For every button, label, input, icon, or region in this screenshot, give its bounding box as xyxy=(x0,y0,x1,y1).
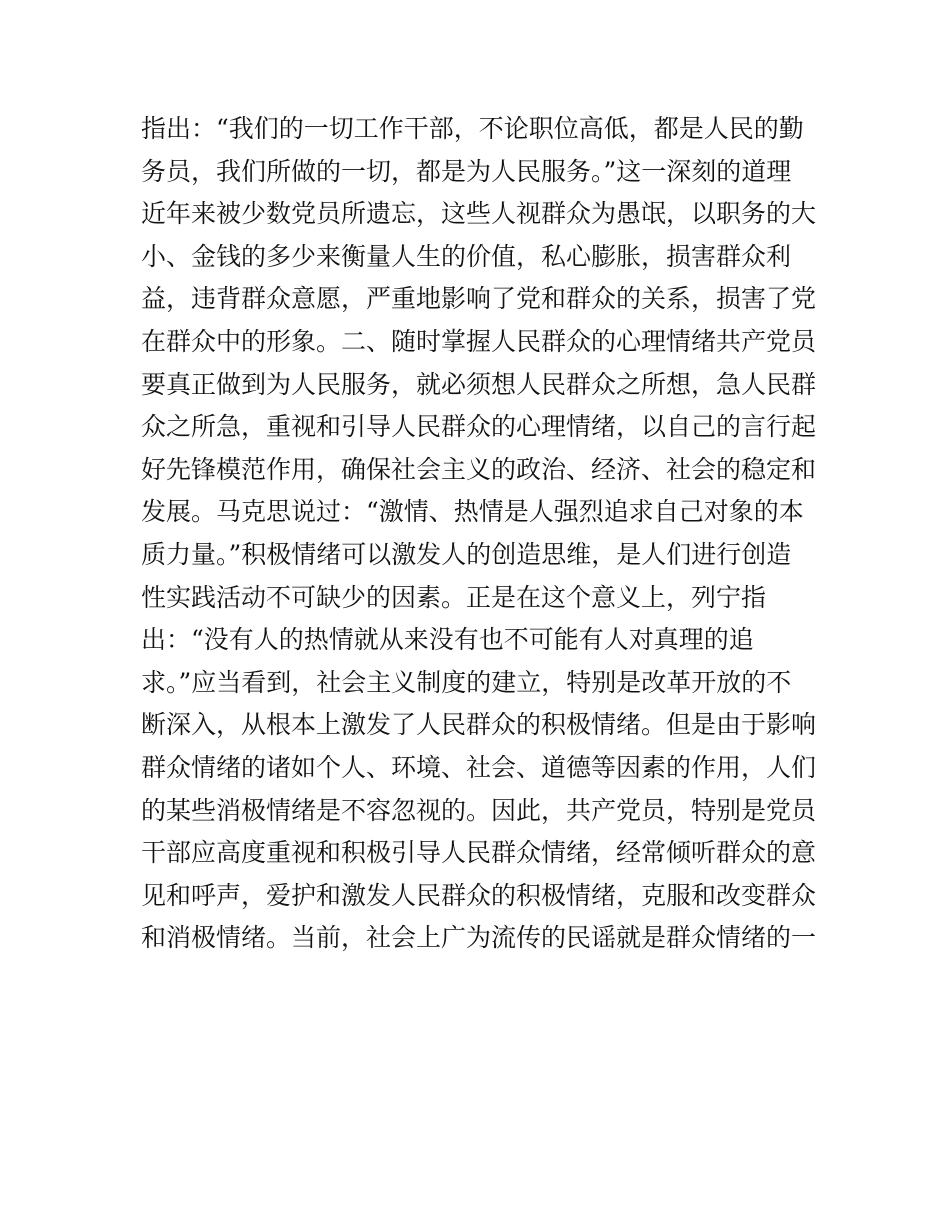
text-line: 务员，我们所做的一切，都是为人民服务。”这一深刻的道理 xyxy=(141,156,792,186)
text-line: 指出：“我们的一切工作干部，不论职位高低，都是人民的勤 xyxy=(141,114,804,143)
text-line: 要真正做到为人民服务，就必须想人民群众之所想，急人民群 xyxy=(141,369,817,399)
text-line: 众之所急，重视和引导人民群众的心理情绪，以自己的言行起 xyxy=(141,412,817,442)
text-line: 益，违背群众意愿，严重地影响了党和群众的关系，损害了党 xyxy=(141,284,817,314)
text-line: 求。”应当看到，社会主义制度的建立，特别是改革开放的不 xyxy=(141,667,792,697)
text-line: 发展。马克思说过：“激情、热情是人强烈追求自己对象的本 xyxy=(141,497,804,527)
text-line: 群众情绪的诸如个人、环境、社会、道德等因素的作用，人们 xyxy=(141,752,817,782)
text-line: 出：“没有人的热情就从来没有也不可能有人对真理的追 xyxy=(141,625,754,655)
text-line: 小、金钱的多少来衡量人生的价值，私心膨胀，损害群众利 xyxy=(141,241,792,271)
text-line: 好先锋模范作用，确保社会主义的政治、经济、社会的稳定和 xyxy=(141,454,817,484)
text-line: 质力量。”积极情绪可以激发人的创造思维，是人们进行创造 xyxy=(141,539,792,569)
text-line: 断深入，从根本上激发了人民群众的积极情绪。但是由于影响 xyxy=(141,710,817,740)
text-line: 的某些消极情绪是不容忽视的。因此，共产党员，特别是党员 xyxy=(141,795,817,825)
body-text xyxy=(141,108,831,960)
text-line: 和消极情绪。当前，社会上广为流传的民谣就是群众情绪的一 xyxy=(141,923,817,953)
text-line: 在群众中的形象。二、随时掌握人民群众的心理情绪共产党员 xyxy=(141,326,817,356)
text-line: 性实践活动不可缺少的因素。正是在这个意义上，列宁指 xyxy=(141,582,767,612)
text-line: 干部应高度重视和积极引导人民群众情绪，经常倾听群众的意 xyxy=(141,838,817,868)
text-line: 近年来被少数党员所遗忘，这些人视群众为愚氓，以职务的大 xyxy=(141,199,817,229)
text-line: 见和呼声，爱护和激发人民群众的积极情绪，克服和改变群众 xyxy=(141,880,817,910)
